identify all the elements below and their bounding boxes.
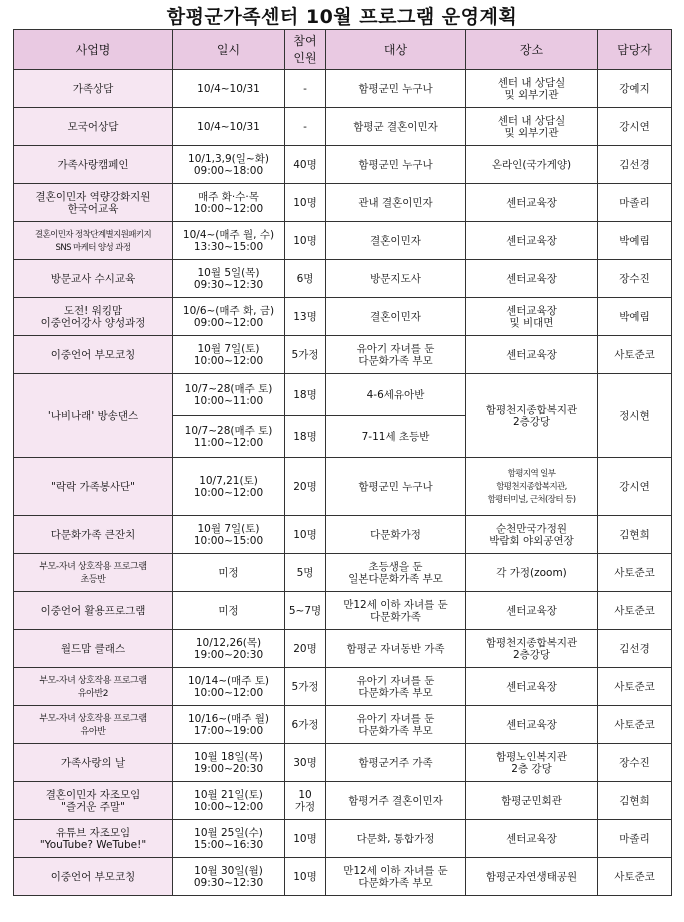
cell-program — [14, 298, 173, 336]
cell-datetime — [173, 416, 285, 458]
cell-datetime — [173, 820, 285, 858]
cell-count — [285, 782, 326, 820]
cell-count — [285, 336, 326, 374]
table-row — [14, 668, 672, 706]
table-row — [14, 630, 672, 668]
cell-place — [466, 260, 598, 298]
cell-target — [326, 782, 466, 820]
cell-count — [285, 820, 326, 858]
cell-program — [14, 668, 173, 706]
cell-target — [326, 554, 466, 592]
cell-place — [466, 706, 598, 744]
table-row — [14, 108, 672, 146]
cell-count — [285, 222, 326, 260]
cell-count — [285, 706, 326, 744]
cell-target — [326, 374, 466, 416]
place-text: 함평지역 일부 함평천지종합복지관, 함평터미널, 근처(장터 등) — [487, 469, 576, 505]
cell-manager — [598, 298, 672, 336]
cell-datetime — [173, 458, 285, 516]
table-row — [14, 458, 672, 516]
target-text: 방문지도사 — [370, 272, 421, 285]
manager-text: 강예지 — [619, 82, 650, 95]
datetime-text: 10월 18일(목) 19:00~20:30 — [193, 750, 264, 775]
cell-place — [466, 222, 598, 260]
cell-datetime — [173, 858, 285, 896]
program-text: 이중언어 부모코칭 — [50, 348, 136, 361]
count-text: 18명 — [293, 430, 317, 443]
cell-count — [285, 458, 326, 516]
table-row — [14, 706, 672, 744]
cell-manager — [598, 592, 672, 630]
page-title: 함평군가족센터 10월 프로그램 운영계획 — [166, 6, 518, 28]
cell-place — [466, 820, 598, 858]
cell-count — [285, 416, 326, 458]
place-text: 센터교육장 — [506, 272, 557, 285]
place-text: 센터교육장 — [506, 680, 557, 693]
header-count: 참여 인원 — [285, 30, 326, 70]
place-text: 센터교육장 — [506, 348, 557, 361]
place-text: 센터교육장 — [506, 832, 557, 845]
cell-target — [326, 630, 466, 668]
datetime-text: 10월 5일(목) 09:30~12:30 — [193, 266, 264, 291]
manager-text: 사토준코 — [614, 718, 655, 731]
manager-text: 마졸리 — [619, 196, 650, 209]
cell-program — [14, 146, 173, 184]
datetime-text: 10월 21일(토) 10:00~12:00 — [193, 788, 264, 813]
cell-program — [14, 706, 173, 744]
count-text: 5명 — [296, 566, 314, 579]
datetime-text: 10/4~(매주 월, 수) 13:30~15:00 — [182, 228, 275, 253]
program-text: 부모-자녀 상호작용 프로그램 유아반2 — [39, 675, 147, 699]
cell-datetime — [173, 374, 285, 416]
datetime-text: 10/14~(매주 토) 10:00~12:00 — [187, 674, 270, 699]
target-text: 함평군거주 가족 — [358, 756, 433, 769]
cell-target — [326, 706, 466, 744]
cell-target — [326, 70, 466, 108]
datetime-text: 10/7~28(매주 토) 10:00~11:00 — [184, 382, 273, 407]
target-text: 결혼이민자 — [370, 234, 421, 247]
count-text: 5가정 — [291, 680, 319, 693]
count-text: 10명 — [293, 196, 317, 209]
place-text: 각 가정(zoom) — [496, 566, 567, 579]
cell-count — [285, 184, 326, 222]
cell-manager — [598, 630, 672, 668]
cell-program — [14, 184, 173, 222]
program-text: 부모-자녀 상호작용 프로그램 초등반 — [39, 561, 147, 585]
table-row — [14, 146, 672, 184]
count-text: 10명 — [293, 528, 317, 541]
cell-program — [14, 554, 173, 592]
cell-datetime — [173, 706, 285, 744]
place-text: 온라인(국가게양) — [491, 158, 572, 171]
header-target: 대상 — [326, 30, 466, 70]
cell-place — [466, 336, 598, 374]
cell-manager — [598, 146, 672, 184]
manager-text: 정시현 — [619, 409, 650, 422]
table-row — [14, 782, 672, 820]
table-row — [14, 260, 672, 298]
cell-manager — [598, 668, 672, 706]
datetime-text: 10월 30일(월) 09:30~12:30 — [193, 864, 264, 889]
cell-manager — [598, 858, 672, 896]
cell-target — [326, 668, 466, 706]
table-row — [14, 70, 672, 108]
cell-target — [326, 146, 466, 184]
cell-place — [466, 184, 598, 222]
count-text: 5가정 — [291, 348, 319, 361]
cell-target — [326, 222, 466, 260]
cell-program — [14, 336, 173, 374]
cell-program — [14, 630, 173, 668]
cell-manager — [598, 516, 672, 554]
target-text: 다문화가정 — [370, 528, 421, 541]
cell-count — [285, 298, 326, 336]
cell-program — [14, 744, 173, 782]
datetime-text: 10/7,21(토) 10:00~12:00 — [193, 474, 264, 499]
cell-count — [285, 374, 326, 416]
count-text: 5~7명 — [288, 604, 322, 617]
cell-count — [285, 554, 326, 592]
cell-program — [14, 820, 173, 858]
table-row — [14, 298, 672, 336]
cell-count — [285, 516, 326, 554]
place-text: 센터교육장 및 비대면 — [506, 304, 557, 329]
datetime-text: 10/16~(매주 월) 17:00~19:00 — [187, 712, 270, 737]
place-text: 함평천지종합복지관 2층강당 — [485, 403, 578, 428]
manager-text: 사토준코 — [614, 348, 655, 361]
datetime-text: 10/4~10/31 — [197, 82, 260, 95]
cell-count — [285, 744, 326, 782]
manager-text: 김현희 — [619, 794, 650, 807]
header-place: 장소 — [466, 30, 598, 70]
cell-count — [285, 630, 326, 668]
cell-place — [466, 554, 598, 592]
cell-manager — [598, 260, 672, 298]
count-text: - — [303, 120, 307, 133]
cell-target — [326, 260, 466, 298]
program-text: "락락 가족봉사단" — [51, 480, 135, 493]
manager-text: 사토준코 — [614, 870, 655, 883]
place-text: 센터교육장 — [506, 718, 557, 731]
target-text: 함평군민 누구나 — [358, 158, 433, 171]
count-text: 10 가정 — [294, 788, 316, 813]
cell-count — [285, 668, 326, 706]
count-text: 10명 — [293, 832, 317, 845]
table-row — [14, 374, 672, 416]
target-text: 함평군 자녀동반 가족 — [346, 642, 445, 655]
count-text: 40명 — [293, 158, 317, 171]
place-text: 함평천지종합복지관 2층강당 — [485, 636, 578, 661]
manager-text: 사토준코 — [614, 566, 655, 579]
manager-text: 강시연 — [619, 480, 650, 493]
manager-text: 박예림 — [619, 310, 650, 323]
datetime-text: 10/7~28(매주 토) 11:00~12:00 — [184, 424, 273, 449]
manager-text: 장수진 — [619, 756, 650, 769]
target-text: 유아기 자녀를 둔 다문화가족 부모 — [356, 342, 435, 367]
cell-datetime — [173, 222, 285, 260]
manager-text: 김선경 — [619, 642, 650, 655]
place-text: 센터 내 상담실 및 외부기관 — [497, 114, 566, 139]
cell-datetime — [173, 782, 285, 820]
table-row — [14, 820, 672, 858]
cell-place — [466, 668, 598, 706]
header-manager: 담당자 — [598, 30, 672, 70]
cell-target — [326, 458, 466, 516]
cell-program — [14, 108, 173, 146]
cell-datetime — [173, 184, 285, 222]
cell-datetime — [173, 592, 285, 630]
count-text: 20명 — [293, 642, 317, 655]
cell-place — [466, 592, 598, 630]
manager-text: 사토준코 — [614, 604, 655, 617]
cell-manager — [598, 554, 672, 592]
cell-place — [466, 70, 598, 108]
count-text: 30명 — [293, 756, 317, 769]
header-row — [14, 30, 672, 70]
cell-target — [326, 108, 466, 146]
cell-manager — [598, 222, 672, 260]
manager-text: 강시연 — [619, 120, 650, 133]
datetime-text: 미정 — [218, 566, 239, 579]
datetime-text: 10/4~10/31 — [197, 120, 260, 133]
cell-count — [285, 592, 326, 630]
table-row — [14, 222, 672, 260]
count-text: 6명 — [296, 272, 314, 285]
cell-datetime — [173, 260, 285, 298]
cell-place — [466, 298, 598, 336]
cell-manager — [598, 744, 672, 782]
cell-manager — [598, 336, 672, 374]
cell-place — [466, 108, 598, 146]
target-text: 유아기 자녀를 둔 다문화가족 부모 — [356, 712, 435, 737]
cell-target — [326, 858, 466, 896]
cell-target — [326, 416, 466, 458]
place-text: 센터 내 상담실 및 외부기관 — [497, 76, 566, 101]
target-text: 만12세 이하 자녀를 둔 다문화가족 부모 — [343, 864, 448, 889]
target-text: 초등생을 둔 일본다문화가족 부모 — [348, 560, 443, 585]
cell-manager — [598, 458, 672, 516]
cell-place — [466, 744, 598, 782]
cell-manager — [598, 820, 672, 858]
target-text: 관내 결혼이민자 — [358, 196, 433, 209]
cell-count — [285, 146, 326, 184]
program-text: 결혼이민자 역량강화지원 한국어교육 — [35, 190, 151, 215]
cell-target — [326, 336, 466, 374]
cell-count — [285, 70, 326, 108]
table-row — [14, 592, 672, 630]
cell-place — [466, 374, 598, 458]
cell-target — [326, 820, 466, 858]
manager-text: 박예림 — [619, 234, 650, 247]
datetime-text: 10/6~(매주 화, 금) 09:00~12:00 — [182, 304, 275, 329]
manager-text: 김선경 — [619, 158, 650, 171]
table-row — [14, 858, 672, 896]
program-text: 다문화가족 큰잔치 — [50, 528, 136, 541]
target-text: 함평군 결혼이민자 — [353, 120, 438, 133]
table-row — [14, 516, 672, 554]
place-text: 센터교육장 — [506, 196, 557, 209]
count-text: 10명 — [293, 234, 317, 247]
cell-place — [466, 858, 598, 896]
program-text: 방문교사 수시교육 — [50, 272, 136, 285]
target-text: 함평군민 누구나 — [358, 480, 433, 493]
cell-target — [326, 592, 466, 630]
cell-place — [466, 782, 598, 820]
target-text: 7-11세 초등반 — [361, 430, 430, 443]
cell-target — [326, 298, 466, 336]
table-row — [14, 184, 672, 222]
place-text: 함평노인복지관 2층 강당 — [495, 750, 567, 775]
cell-datetime — [173, 516, 285, 554]
cell-datetime — [173, 336, 285, 374]
target-text: 다문화, 통합가정 — [356, 832, 435, 845]
count-text: 10명 — [293, 870, 317, 883]
header-datetime: 일시 — [173, 30, 285, 70]
header-program: 사업명 — [14, 30, 173, 70]
cell-count — [285, 260, 326, 298]
cell-target — [326, 184, 466, 222]
datetime-text: 10월 7일(토) 10:00~12:00 — [193, 342, 264, 367]
cell-target — [326, 744, 466, 782]
cell-program — [14, 260, 173, 298]
place-text: 함평군민회관 — [501, 794, 562, 807]
place-text: 함평군자연생태공원 — [485, 870, 578, 883]
program-text: 가족사랑의 날 — [60, 756, 126, 769]
program-text: 결혼이민자 정착단계별지원패키지 SNS 마케터 양성 과정 — [34, 229, 152, 253]
cell-program — [14, 458, 173, 516]
count-text: - — [303, 82, 307, 95]
program-table — [13, 29, 672, 896]
cell-datetime — [173, 146, 285, 184]
manager-text: 김현희 — [619, 528, 650, 541]
manager-text: 장수진 — [619, 272, 650, 285]
target-text: 함평군민 누구나 — [358, 82, 433, 95]
target-text: 만12세 이하 자녀를 둔 다문화가족 — [343, 598, 448, 623]
cell-manager — [598, 184, 672, 222]
manager-text: 사토준코 — [614, 680, 655, 693]
cell-place — [466, 458, 598, 516]
program-text: 가족상담 — [72, 82, 114, 95]
manager-text: 마졸리 — [619, 832, 650, 845]
datetime-text: 10/12,26(목) 19:00~20:30 — [193, 636, 264, 661]
target-text: 유아기 자녀를 둔 다문화가족 부모 — [356, 674, 435, 699]
cell-datetime — [173, 108, 285, 146]
cell-count — [285, 858, 326, 896]
program-text: 모국어상담 — [67, 120, 119, 133]
program-text: 이중언어 활용프로그램 — [40, 604, 146, 617]
cell-program — [14, 70, 173, 108]
datetime-text: 10월 7일(토) 10:00~15:00 — [193, 522, 264, 547]
cell-program — [14, 592, 173, 630]
cell-place — [466, 630, 598, 668]
cell-place — [466, 146, 598, 184]
target-text: 4-6세유아반 — [366, 388, 425, 401]
program-text: 가족사랑캠페인 — [57, 158, 129, 171]
target-text: 결혼이민자 — [370, 310, 421, 323]
program-text: 유튜브 자조모임 "YouTube? WeTube!" — [39, 826, 147, 851]
cell-place — [466, 516, 598, 554]
datetime-text: 미정 — [218, 604, 239, 617]
program-text: '나비나래' 방송댄스 — [47, 409, 139, 422]
table-row — [14, 554, 672, 592]
cell-datetime — [173, 744, 285, 782]
place-text: 센터교육장 — [506, 234, 557, 247]
count-text: 6가정 — [291, 718, 319, 731]
cell-program — [14, 374, 173, 458]
cell-datetime — [173, 668, 285, 706]
datetime-text: 10월 25일(수) 15:00~16:30 — [193, 826, 264, 851]
cell-target — [326, 516, 466, 554]
cell-program — [14, 516, 173, 554]
datetime-text: 10/1,3,9(일~화) 09:00~18:00 — [188, 152, 269, 177]
cell-count — [285, 108, 326, 146]
cell-manager — [598, 706, 672, 744]
cell-manager — [598, 782, 672, 820]
table-row — [14, 744, 672, 782]
target-text: 함평거주 결혼이민자 — [348, 794, 443, 807]
cell-program — [14, 858, 173, 896]
cell-manager — [598, 108, 672, 146]
count-text: 20명 — [293, 480, 317, 493]
cell-datetime — [173, 554, 285, 592]
cell-datetime — [173, 70, 285, 108]
cell-program — [14, 782, 173, 820]
place-text: 순천만국가정원 박람회 야외공연장 — [489, 522, 574, 547]
count-text: 13명 — [293, 310, 317, 323]
program-text: 부모-자녀 상호작용 프로그램 유아반 — [39, 713, 147, 737]
table-row — [14, 336, 672, 374]
place-text: 센터교육장 — [506, 604, 557, 617]
program-text: 월드맘 클래스 — [60, 642, 126, 655]
cell-manager — [598, 374, 672, 458]
cell-datetime — [173, 298, 285, 336]
program-text: 이중언어 부모코칭 — [50, 870, 136, 883]
datetime-text: 매주 화·수·목 10:00~12:00 — [193, 190, 264, 215]
cell-manager — [598, 70, 672, 108]
program-text: 결혼이민자 자조모임 "즐거운 주말" — [45, 788, 141, 813]
program-text: 도전! 워킹맘 이중언어강사 양성과정 — [40, 304, 146, 329]
count-text: 18명 — [293, 388, 317, 401]
cell-program — [14, 222, 173, 260]
cell-datetime — [173, 630, 285, 668]
